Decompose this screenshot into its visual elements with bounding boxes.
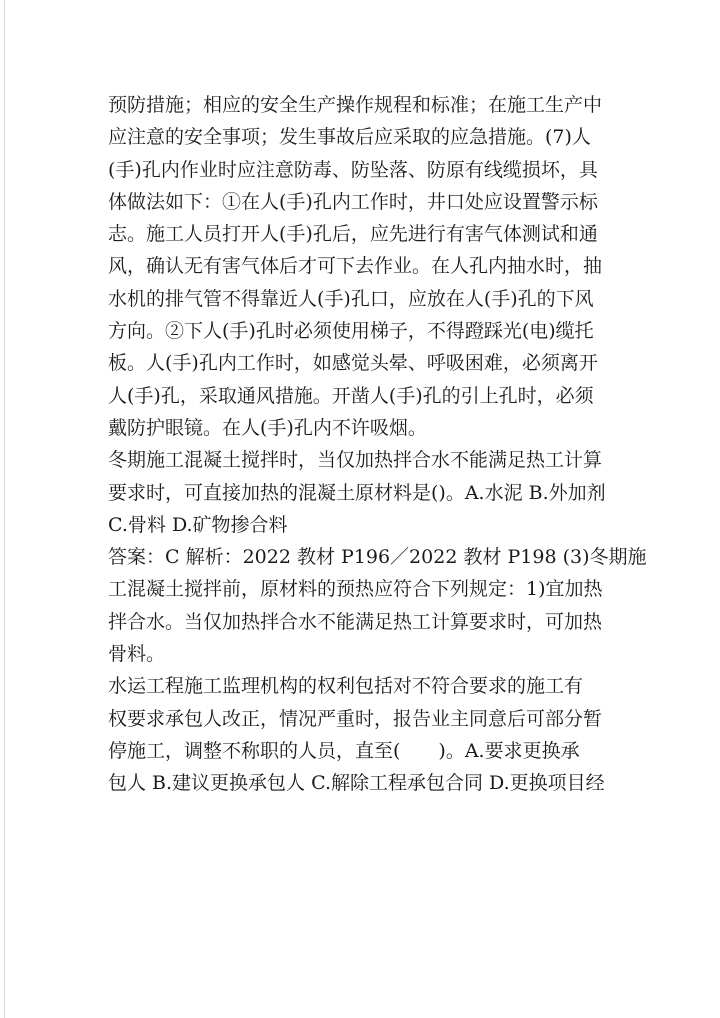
- text-line: 水机的排气管不得靠近人(手)孔口，应放在人(手)孔的下风: [108, 287, 594, 310]
- text-line: 志。施工人员打开人(手)孔后，应先进行有害气体测试和通: [108, 223, 598, 246]
- paragraph-supervision-question: [108, 670, 613, 799]
- text-line: 答案：C 解析：2022 教材 P196／2022 教材 P198 (3)冬期施: [108, 546, 647, 569]
- text-line: 骨料。: [108, 643, 166, 666]
- text-line: 预防措施；相应的安全生产操作规程和标准；在施工生产中: [108, 94, 603, 116]
- text-line: 板。人(手)孔内工作时，如感觉头晕、呼吸困难，必须离开: [108, 352, 598, 375]
- document-body: [108, 89, 647, 800]
- text-line: 包人 B.建议更换承包人 C.解除工程承包合同 D.更换项目经: [108, 772, 605, 795]
- text-line: 停施工，调整不称职的人员，直至( )。A.要求更换承: [108, 739, 580, 762]
- text-line: C.骨料 D.矿物掺合料: [108, 513, 288, 536]
- text-line: 冬期施工混凝土搅拌时，当仅加热拌合水不能满足热工计算: [108, 449, 603, 472]
- text-line: 拌合水。当仅加热拌合水不能满足热工计算要求时，可加热: [108, 610, 603, 633]
- text-line: 水运工程施工监理机构的权利包括对不符合要求的施工有: [108, 675, 584, 698]
- text-line: (手)孔内作业时应注意防毒、防坠落、防原有线缆损坏，具: [108, 158, 598, 181]
- page-edge-line: [4, 0, 5, 1018]
- text-line: 风，确认无有害气体后才可下去作业。在人孔内抽水时，抽: [108, 255, 603, 278]
- text-line: 方向。②下人(手)孔时必须使用梯子，不得蹬踩光(电)缆托: [108, 320, 594, 343]
- text-line: 工混凝土搅拌前，原材料的预热应符合下列规定：1)宜加热: [108, 578, 603, 601]
- paragraph-winter-concrete-question: [108, 444, 613, 541]
- text-line: 权要求承包人改正，情况严重时，报告业主同意后可部分暂: [108, 707, 603, 730]
- text-line: 体做法如下：①在人(手)孔内工作时，井口处应设置警示标: [108, 190, 598, 213]
- text-line: 要求时，可直接加热的混凝土原材料是()。A.水泥 B.外加剂: [108, 481, 606, 504]
- paragraph-answer-explanation: [108, 541, 647, 670]
- text-line: 应注意的安全事项；发生事故后应采取的应急措施。(7)人: [108, 126, 591, 149]
- paragraph-safety-measures: [108, 89, 613, 444]
- text-line: 人(手)孔，采取通风措施。开凿人(手)孔的引上孔时，必须: [108, 384, 594, 407]
- text-line: 戴防护眼镜。在人(手)孔内不许吸烟。: [108, 416, 427, 439]
